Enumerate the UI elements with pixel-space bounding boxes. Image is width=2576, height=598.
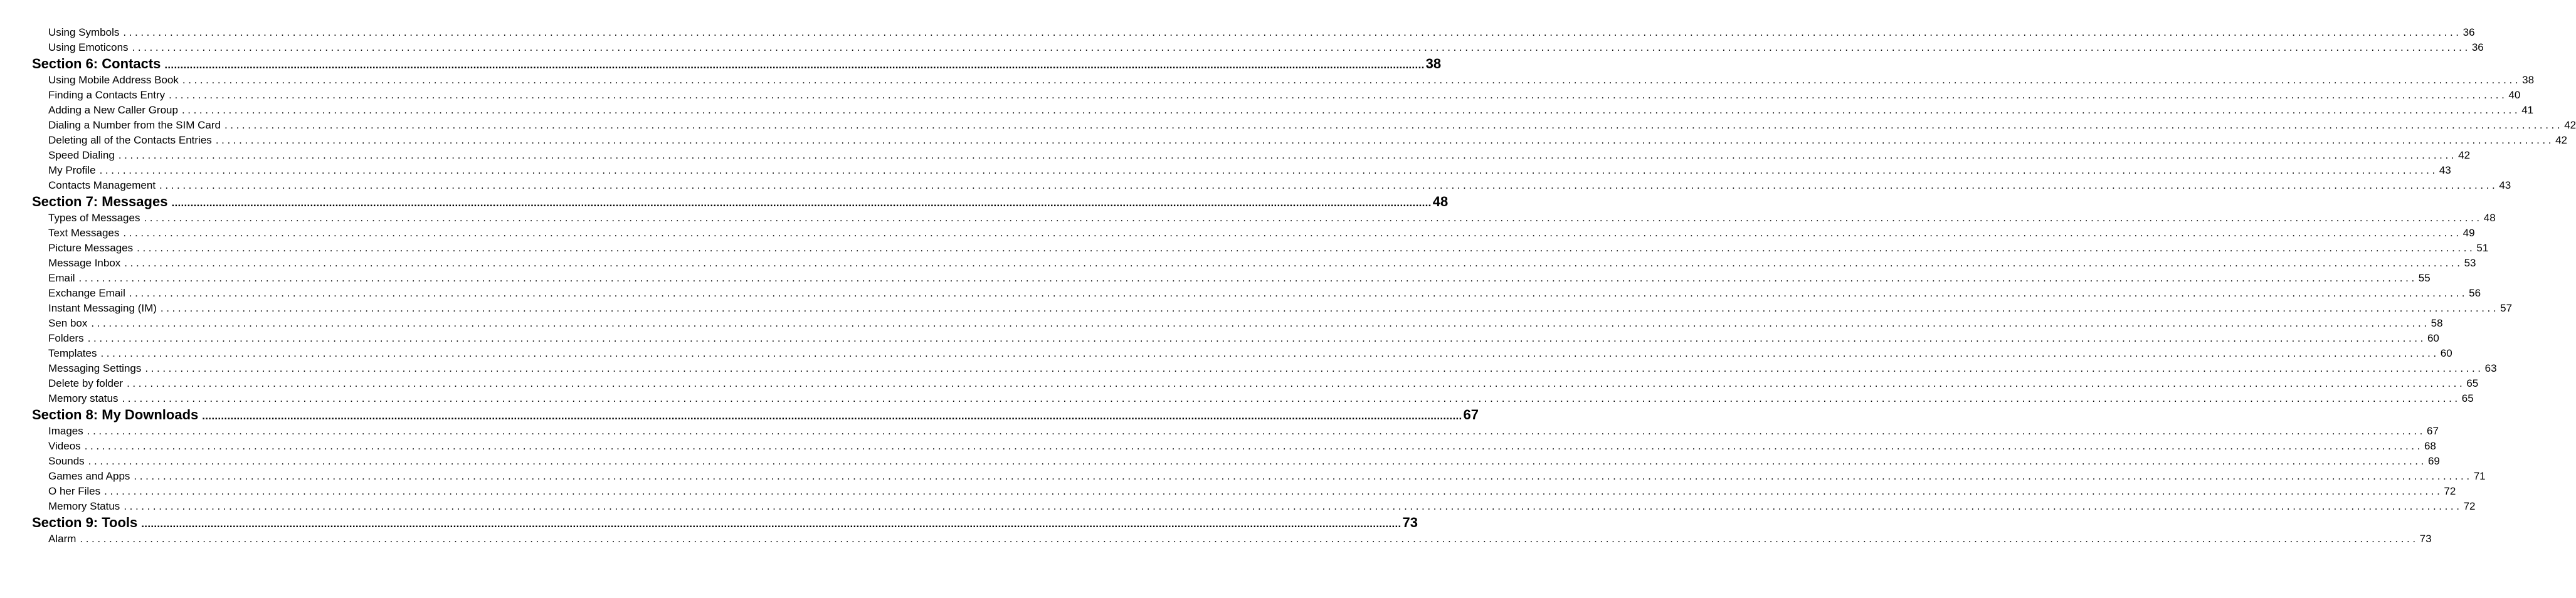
page-number: 36 [2463,26,2475,38]
dot-leader: ................................................................................................................................................................................................................................................................................................................................................................................................................ [144,212,2483,224]
entry-title: Message Inbox [48,257,121,269]
toc-entry[interactable] [32,226,2475,241]
dot-leader: ................................................................................................................................................................................................................................................................................................................................................................................................................ [171,197,1432,209]
dot-leader: ................................................................................................................................................................................................................................................................................................................................................................................................................ [159,179,2498,191]
page-number: 42 [2458,149,2471,161]
dot-leader: ................................................................................................................................................................................................................................................................................................................................................................................................................ [78,272,2417,284]
entry-title: Email [48,272,75,284]
entry-title: My Profile [48,164,96,176]
page-number: 72 [2444,485,2456,497]
dot-leader: ................................................................................................................................................................................................................................................................................................................................................................................................................ [134,470,2473,482]
dot-leader: ................................................................................................................................................................................................................................................................................................................................................................................................................ [91,317,2430,329]
page-number: 38 [2522,74,2535,86]
dot-leader: ................................................................................................................................................................................................................................................................................................................................................................................................................ [182,74,2521,86]
entry-title: Folders [48,332,84,344]
toc-entry[interactable] [32,391,2474,406]
toc-entry[interactable] [32,376,2479,391]
toc-section-heading[interactable] [32,55,1442,73]
page-number: 67 [1463,407,1479,422]
toc-entry[interactable] [32,331,2439,346]
entry-title: Templates [48,347,97,359]
dot-leader: ................................................................................................................................................................................................................................................................................................................................................................................................................ [215,134,2555,146]
toc-entry[interactable] [32,133,2567,148]
page-number: 72 [2463,500,2476,512]
dot-leader: ................................................................................................................................................................................................................................................................................................................................................................................................................ [124,257,2463,269]
page-number: 68 [2424,440,2436,452]
dot-leader: ................................................................................................................................................................................................................................................................................................................................................................................................................ [164,59,1425,71]
toc-entry[interactable] [32,316,2443,331]
toc-entry[interactable] [32,40,2484,55]
entry-title: Deleting all of the Contacts Entries [48,134,212,146]
entry-title: Exchange Email [48,287,125,299]
page-number: 43 [2499,179,2511,191]
entry-title: Contacts Management [48,179,156,191]
entry-title: O her Files [48,485,101,497]
table-of-contents [32,25,2576,547]
dot-leader: ................................................................................................................................................................................................................................................................................................................................................................................................................ [127,377,2466,389]
page-number: 40 [2508,89,2521,101]
page-number: 65 [2461,392,2474,404]
toc-entry[interactable] [32,346,2452,361]
section-title: Section 6: Contacts [32,56,161,71]
page-number: 53 [2464,257,2476,269]
dot-leader: ................................................................................................................................................................................................................................................................................................................................................................................................................ [132,41,2471,53]
page-number: 38 [1425,56,1442,71]
toc-entry[interactable] [32,301,2513,316]
toc-section-heading[interactable] [32,406,1479,424]
dot-leader: ................................................................................................................................................................................................................................................................................................................................................................................................................ [123,227,2462,239]
entry-title: Messaging Settings [48,362,142,374]
dot-leader: ................................................................................................................................................................................................................................................................................................................................................................................................................ [122,392,2461,404]
page-number: 42 [2564,119,2576,131]
page-number: 56 [2469,287,2481,299]
section-title: Section 9: Tools [32,515,138,530]
dot-leader: ................................................................................................................................................................................................................................................................................................................................................................................................................ [181,104,2521,116]
toc-entry[interactable] [32,25,2475,40]
entry-title: Dialing a Number from the SIM Card [48,119,221,131]
entry-title: Delete by folder [48,377,124,389]
page-number: 58 [2431,317,2443,329]
dot-leader: ................................................................................................................................................................................................................................................................................................................................................................................................................ [100,347,2439,359]
page-number: 57 [2500,302,2513,314]
entry-title: Instant Messaging (IM) [48,302,157,314]
toc-entry[interactable] [32,118,2576,133]
page-number: 67 [2427,425,2439,437]
page-number: 69 [2427,455,2440,467]
dot-leader: ................................................................................................................................................................................................................................................................................................................................................................................................................ [87,425,2426,437]
page-number: 43 [2439,164,2451,176]
page-number: 51 [2476,242,2489,254]
toc-entry[interactable] [32,73,2535,88]
entry-title: Sounds [48,455,85,467]
dot-leader: ................................................................................................................................................................................................................................................................................................................................................................................................................ [124,500,2463,512]
toc-entry[interactable] [32,241,2489,256]
toc-entry[interactable] [32,469,2486,484]
entry-title: Memory status [48,392,119,404]
entry-title: Images [48,425,83,437]
dot-leader: ................................................................................................................................................................................................................................................................................................................................................................................................................ [145,362,2484,374]
toc-entry[interactable] [32,454,2440,469]
entry-title: Using Mobile Address Book [48,74,179,86]
page-number: 60 [2427,332,2439,344]
toc-entry[interactable] [32,256,2476,271]
entry-title: Alarm [48,533,77,545]
entry-title: Using Emoticons [48,41,129,53]
page-number: 36 [2471,41,2484,53]
toc-entry[interactable] [32,499,2476,514]
page-number: 65 [2466,377,2479,389]
page-number: 49 [2463,227,2475,239]
dot-leader: ................................................................................................................................................................................................................................................................................................................................................................................................................ [141,518,1401,530]
toc-entry[interactable] [32,178,2511,193]
toc-entry[interactable] [32,532,2432,547]
toc-entry[interactable] [32,103,2534,118]
dot-leader: ................................................................................................................................................................................................................................................................................................................................................................................................................ [160,302,2499,314]
dot-leader: ................................................................................................................................................................................................................................................................................................................................................................................................................ [87,332,2426,344]
entry-title: Speed Dialing [48,149,115,161]
dot-leader: ................................................................................................................................................................................................................................................................................................................................................................................................................ [84,440,2423,452]
dot-leader: ................................................................................................................................................................................................................................................................................................................................................................................................................ [88,455,2427,467]
entry-title: Videos [48,440,81,452]
dot-leader: ................................................................................................................................................................................................................................................................................................................................................................................................................ [80,533,2419,545]
dot-leader: ................................................................................................................................................................................................................................................................................................................................................................................................................ [123,26,2462,38]
entry-title: Games and Apps [48,470,130,482]
toc-entry[interactable] [32,88,2521,103]
entry-title: Picture Messages [48,242,134,254]
page-number: 63 [2484,362,2497,374]
page-number: 73 [1402,515,1418,530]
entry-title: Text Messages [48,227,120,239]
toc-entry[interactable] [32,439,2436,454]
dot-leader: ................................................................................................................................................................................................................................................................................................................................................................................................................ [99,164,2438,176]
toc-section-heading[interactable] [32,193,1449,211]
toc-entry[interactable] [32,271,2431,286]
page-number: 55 [2418,272,2431,284]
dot-leader: ................................................................................................................................................................................................................................................................................................................................................................................................................ [129,287,2468,299]
toc-entry[interactable] [32,211,2496,226]
page-number: 48 [1432,194,1449,209]
page-number: 42 [2555,134,2567,146]
dot-leader: ................................................................................................................................................................................................................................................................................................................................................................................................................ [104,485,2443,497]
entry-title: Finding a Contacts Entry [48,89,166,101]
toc-entry[interactable] [32,286,2481,301]
dot-leader: ................................................................................................................................................................................................................................................................................................................................................................................................................ [118,149,2457,161]
toc-entry[interactable] [32,163,2451,178]
page-number: 48 [2483,212,2496,224]
toc-entry[interactable] [32,424,2439,439]
toc-entry[interactable] [32,148,2471,163]
entry-title: Types of Messages [48,212,140,224]
entry-title: Using Symbols [48,26,120,38]
section-title: Section 8: My Downloads [32,407,199,422]
page-number: 73 [2419,533,2432,545]
page-number: 60 [2440,347,2452,359]
entry-title: Adding a New Caller Group [48,104,178,116]
dot-leader: ................................................................................................................................................................................................................................................................................................................................................................................................................ [137,242,2476,254]
toc-entry[interactable] [32,361,2497,376]
entry-title: Memory Status [48,500,120,512]
entry-title: Sen box [48,317,88,329]
dot-leader: ................................................................................................................................................................................................................................................................................................................................................................................................................ [202,410,1462,422]
section-title: Section 7: Messages [32,194,168,209]
toc-section-heading[interactable] [32,514,1418,532]
page-number: 71 [2473,470,2486,482]
toc-entry[interactable] [32,484,2456,499]
page-number: 41 [2521,104,2534,116]
dot-leader: ................................................................................................................................................................................................................................................................................................................................................................................................................ [169,89,2508,101]
dot-leader: ................................................................................................................................................................................................................................................................................................................................................................................................................ [224,119,2563,131]
